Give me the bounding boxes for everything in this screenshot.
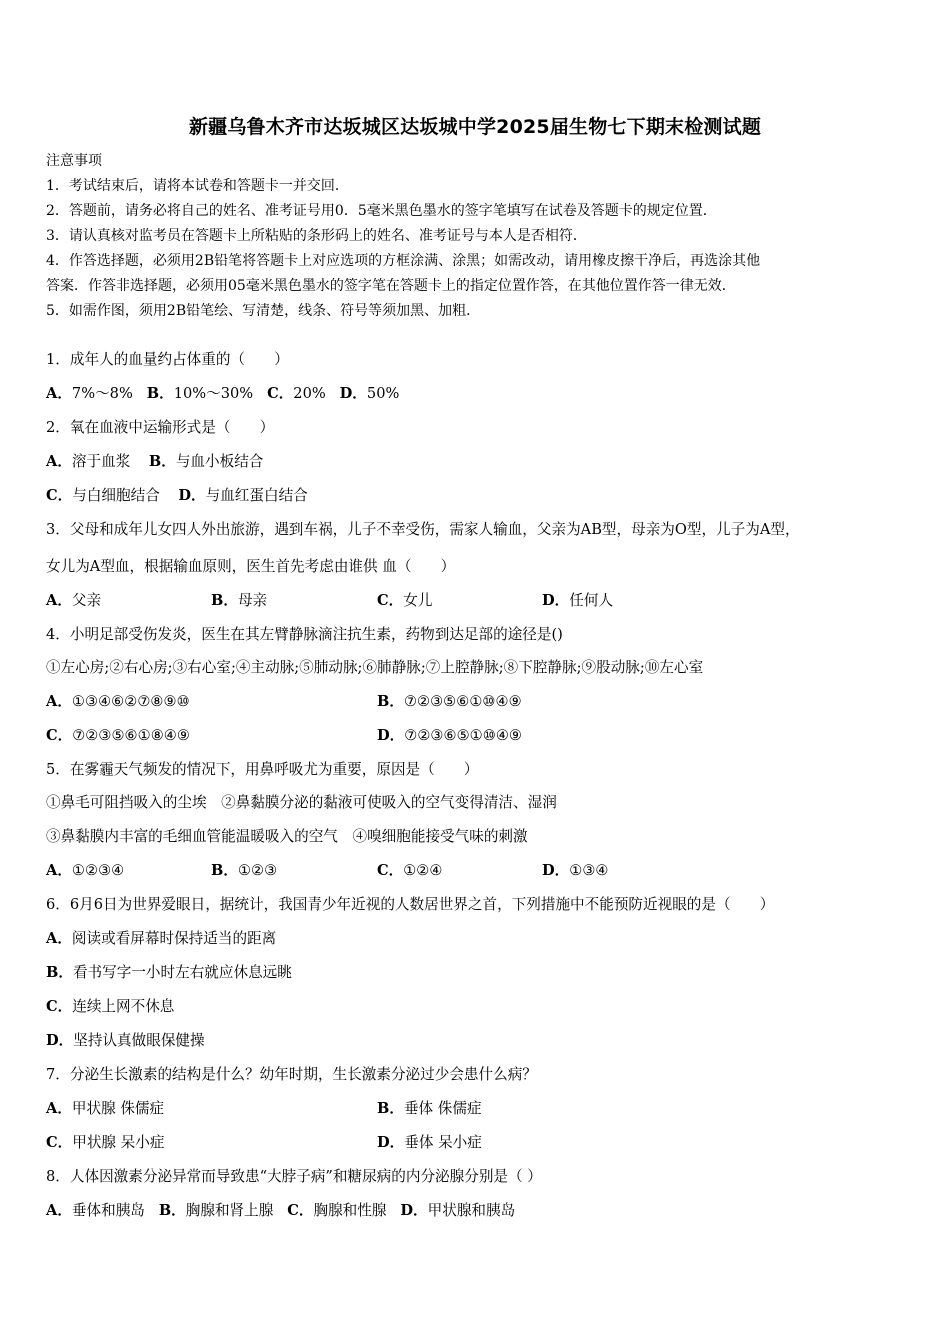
q4-option-a [46,692,190,712]
question-7-stem: 7．分泌生长激素的结构是什么？幼年时期，生长激素分泌过少会患什么病？ [46,1066,537,1083]
option-text: 与血小板结合 [175,453,264,470]
notice-line: 答案．作答非选择题，必须用05毫米黑色墨水的签字笔在答题卡上的指定位置作答，在其他位置作答一律无效． [46,278,736,294]
question-4-stem: 4．小明足部受伤发炎，医生在其左臂静脉滴注抗生素，药物到达足部的途径是() [46,626,563,643]
option-key: A． [46,862,72,879]
option-text: ⑦②③⑤⑥①⑧④⑨ [72,727,190,744]
option-text: 10%～30% [173,385,254,402]
option-key: D． [178,487,206,504]
option-key: D． [377,727,405,744]
option-text: ①②③④ [71,862,125,879]
notice-heading: 注意事项 [46,153,102,169]
option-text: 坚持认真做眼保健操 [73,1032,205,1049]
q5-option-c [377,861,442,881]
q3-option-a [46,591,101,611]
q3-option-c [377,591,432,611]
option-key: B． [158,1202,186,1219]
option-key: D． [542,862,570,879]
option-key: C． [287,1202,314,1219]
question-2-stem: 2．氧在血液中运输形式是（ ） [46,419,275,436]
question-4-list: ①左心房;②右心房;③右心室;④主动脉;⑤肺动脉;⑥肺静脉;⑦上腔静脉;⑧下腔静脉;⑨股动脉;⑩左心室 [46,659,704,676]
page-title: 新疆乌鲁木齐市达坂城区达坂城中学2025届生物七下期末检测试题 [188,116,762,138]
q5-option-a [46,861,124,881]
q4-option-c [46,726,190,746]
option-key: B． [377,693,404,710]
option-key: A． [46,693,72,710]
option-text: ①③④⑥②⑦⑧⑨⑩ [71,693,190,710]
option-key: C． [46,727,73,744]
question-1-stem: 1．成年人的血量约占体重的（ ） [46,351,289,368]
option-key: A． [46,1202,72,1219]
option-key: A． [46,1100,72,1117]
option-key: C． [46,998,73,1015]
q2-options-row1 [46,452,263,472]
option-text: ⑦②③⑤⑥①⑩④⑨ [403,693,522,710]
question-5-stem: 5．在雾霾天气频发的情况下，用鼻呼吸尤为重要，原因是（ ） [46,761,479,778]
q2-options-row2 [46,486,308,506]
q7-option-d [377,1133,482,1153]
option-key: B． [148,453,176,470]
option-key: D． [339,385,367,402]
q6-option-b [46,963,292,983]
q4-option-b [377,692,522,712]
option-text: 甲状腺 呆小症 [72,1134,165,1151]
q4-option-d [377,726,522,746]
option-text: 胸腺和肾上腺 [185,1202,274,1219]
option-key: B． [211,592,238,609]
q8-options [46,1201,515,1221]
option-text: 与血红蛋白结合 [205,487,308,504]
question-3-stem-line2: 女儿为A型血，根据输血原则，医生首先考虑由谁供 血（ ） [46,558,456,575]
option-text: ①②④ [403,862,443,879]
q3-option-b [211,591,267,611]
notice-line: 2．答题前，请务必将自己的姓名、准考证号用0．5毫米黑色墨水的签字笔填写在试卷及答题卡的规定位置． [46,203,717,219]
q3-option-d [542,591,613,611]
option-key: A． [46,592,72,609]
option-text: 与白细胞结合 [72,487,160,504]
option-key: C． [46,487,73,504]
option-key: D． [46,1032,74,1049]
q6-option-d [46,1031,205,1051]
option-key: C． [377,592,404,609]
option-text: 50% [366,385,400,402]
option-text: ⑦②③⑥⑤①⑩④⑨ [404,727,522,744]
option-key: D． [400,1202,428,1219]
notice-line: 1．考试结束后，请将本试卷和答题卡一并交回． [46,178,349,194]
option-text: 甲状腺 侏儒症 [71,1100,165,1117]
q6-option-c [46,997,174,1017]
option-key: D． [377,1134,405,1151]
option-key: A． [46,385,72,402]
option-text: 垂体 呆小症 [404,1134,482,1151]
option-text: 垂体和胰岛 [71,1202,145,1219]
option-text: 父亲 [71,592,102,609]
option-text: 垂体 侏儒症 [403,1100,482,1117]
option-key: C． [46,1134,73,1151]
question-3-stem-line1: 3．父母和成年儿女四人外出旅游，遇到车祸，儿子不幸受伤，需家人输血，父亲为AB型，母亲为O型，儿子为A型， [46,521,800,538]
q7-option-b [377,1099,482,1119]
notice-line: 5．如需作图，须用2B铅笔绘、写清楚，线条、符号等须加黑、加粗． [46,303,481,319]
option-text: 任何人 [569,592,614,609]
option-key: B． [146,385,174,402]
option-text: 甲状腺和胰岛 [427,1202,516,1219]
option-key: B． [377,1100,404,1117]
option-key: C． [377,862,404,879]
option-text: ①②③ [237,862,278,879]
question-5-item2: ③鼻黏膜内丰富的毛细血管能温暖吸入的空气 ④嗅细胞能接受气味的刺激 [46,828,528,845]
q5-option-b [211,861,277,881]
option-text: 连续上网不休息 [72,998,175,1015]
q7-option-c [46,1133,164,1153]
option-key: C． [267,385,294,402]
option-text: 胸腺和性腺 [313,1202,387,1219]
option-key: A． [46,453,72,470]
option-text: ①③④ [569,862,609,879]
option-text: 7%～8% [71,385,133,402]
option-key: A． [46,930,72,947]
notice-line: 4．作答选择题，必须用2B铅笔将答题卡上对应选项的方框涂满、涂黑；如需改动，请用橡皮擦干净后，再选涂其他 [46,253,761,269]
q1-options [46,384,399,404]
option-key: B． [211,862,238,879]
q6-option-a [46,929,276,949]
option-text: 阅读或看屏幕时保持适当的距离 [71,930,277,947]
q7-option-a [46,1099,164,1119]
option-text: 看书写字一小时左右就应休息远眺 [72,964,292,981]
option-text: 20% [293,385,326,402]
option-key: B． [46,964,73,981]
option-text: 女儿 [403,592,433,609]
option-key: D． [542,592,570,609]
option-text: 母亲 [237,592,268,609]
question-8-stem: 8．人体因激素分泌异常而导致患“大脖子病”和糖尿病的内分泌腺分别是（ ） [46,1168,542,1185]
notice-line: 3．请认真核对监考员在答题卡上所粘贴的条形码上的姓名、准考证号与本人是否相符． [46,228,587,244]
q5-option-d [542,861,609,881]
option-text: 溶于血浆 [71,453,131,470]
question-6-stem: 6．6月6日为世界爱眼日，据统计，我国青少年近视的人数居世界之首，下列措施中不能预防近视眼的是（ ） [46,896,775,913]
question-5-item1: ①鼻毛可阻挡吸入的尘埃 ②鼻黏膜分泌的黏液可使吸入的空气变得清洁、湿润 [46,794,557,811]
